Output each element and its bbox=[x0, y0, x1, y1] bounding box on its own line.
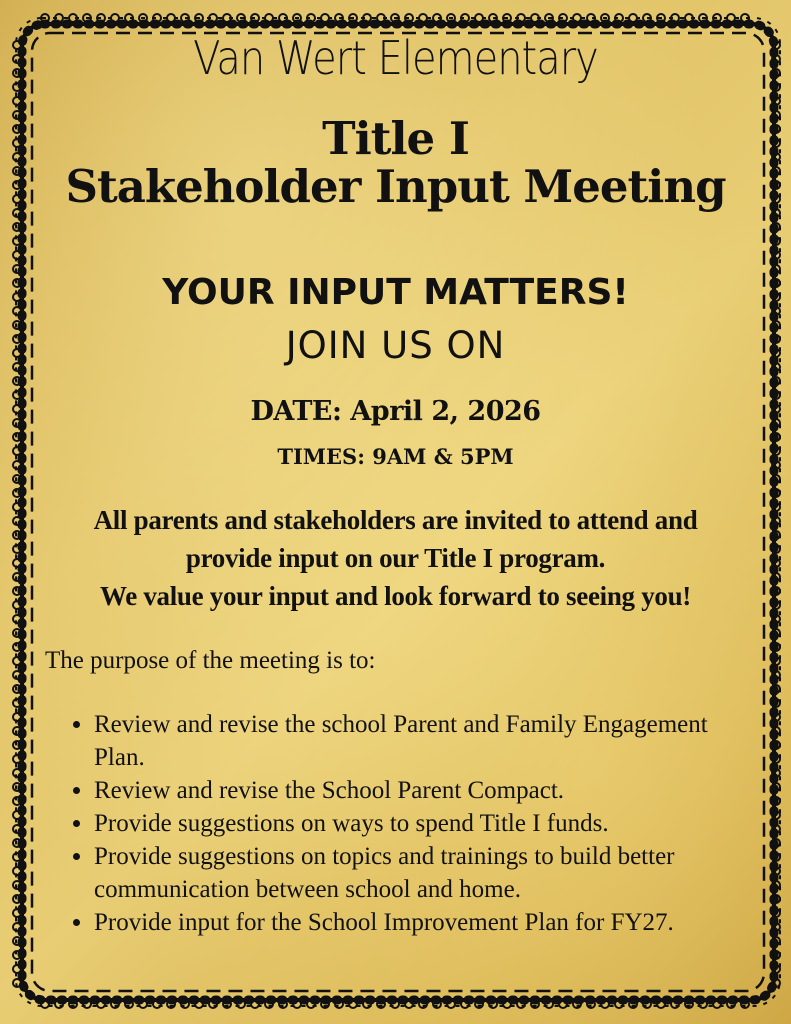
border-loop bbox=[13, 839, 21, 847]
border-loop bbox=[377, 1000, 385, 1008]
border-loop bbox=[489, 14, 497, 22]
border-loop bbox=[41, 1000, 49, 1008]
border-loop bbox=[377, 14, 385, 22]
border-loop bbox=[615, 1000, 623, 1008]
border-loop bbox=[545, 14, 553, 22]
border-loop bbox=[223, 14, 231, 22]
border-loop bbox=[321, 14, 329, 22]
border-loop bbox=[13, 811, 21, 819]
border-loop bbox=[741, 14, 749, 22]
border-loop bbox=[772, 713, 780, 721]
border-loop bbox=[419, 14, 427, 22]
border-loop bbox=[13, 979, 21, 987]
border-loop bbox=[363, 1000, 371, 1008]
border-loop bbox=[772, 979, 780, 987]
border-loop bbox=[573, 1000, 581, 1008]
border-loop bbox=[13, 433, 21, 441]
border-loop bbox=[433, 1000, 441, 1008]
border-loop bbox=[153, 1000, 161, 1008]
border-loop bbox=[125, 1000, 133, 1008]
border-loop bbox=[13, 699, 21, 707]
border-loop bbox=[13, 475, 21, 483]
border-loop bbox=[772, 489, 780, 497]
border-loop bbox=[13, 685, 21, 693]
border-loop bbox=[559, 1000, 567, 1008]
border-loop bbox=[772, 783, 780, 791]
border-loop bbox=[741, 1000, 749, 1008]
border-loop bbox=[475, 14, 483, 22]
border-loop bbox=[587, 14, 595, 22]
border-loop bbox=[153, 14, 161, 22]
border-loop bbox=[772, 377, 780, 385]
title-line-2: Stakeholder Input Meeting bbox=[65, 160, 726, 213]
border-loop bbox=[405, 14, 413, 22]
border-loop bbox=[419, 1000, 427, 1008]
invitation-line: We value your input and look forward to seeing you! bbox=[99, 581, 691, 611]
border-loop bbox=[139, 14, 147, 22]
border-loop bbox=[279, 14, 287, 22]
school-name: Van Wert Elementary bbox=[193, 32, 598, 86]
border-loop bbox=[181, 14, 189, 22]
border-loop bbox=[699, 1000, 707, 1008]
border-loop bbox=[461, 1000, 469, 1008]
border-loop bbox=[55, 14, 63, 22]
border-loop bbox=[489, 1000, 497, 1008]
border-loop bbox=[685, 14, 693, 22]
invitation-line: provide input on our Title I program. bbox=[185, 543, 606, 573]
border-loop bbox=[657, 1000, 665, 1008]
border-loop bbox=[139, 1000, 147, 1008]
border-loop bbox=[13, 741, 21, 749]
border-loop bbox=[13, 853, 21, 861]
border-loop bbox=[772, 769, 780, 777]
border-loop bbox=[601, 1000, 609, 1008]
border-loop bbox=[772, 867, 780, 875]
border-loop bbox=[405, 1000, 413, 1008]
border-loop bbox=[13, 923, 21, 931]
border-loop bbox=[13, 769, 21, 777]
border-loop bbox=[461, 14, 469, 22]
border-loop bbox=[13, 713, 21, 721]
list-item: • Review and revise the School Parent Compact. bbox=[94, 774, 734, 807]
border-loop bbox=[13, 97, 21, 105]
border-loop bbox=[615, 14, 623, 22]
border-loop bbox=[13, 251, 21, 259]
headline: YOUR INPUT MATTERS! bbox=[162, 272, 629, 313]
border-loop bbox=[772, 97, 780, 105]
border-loop bbox=[772, 923, 780, 931]
border-loop bbox=[13, 881, 21, 889]
border-loop bbox=[293, 1000, 301, 1008]
border-loop bbox=[293, 14, 301, 22]
border-loop bbox=[713, 1000, 721, 1008]
border-loop bbox=[772, 755, 780, 763]
list-item: • Review and revise the school Parent and Family Engagement Plan. bbox=[94, 708, 734, 774]
border-loop bbox=[307, 14, 315, 22]
border-loop bbox=[13, 755, 21, 763]
list-item: • Provide suggestions on topics and trainings to build better communication between school and home. bbox=[94, 840, 734, 906]
border-loop bbox=[772, 657, 780, 665]
border-loop bbox=[772, 951, 780, 959]
border-loop bbox=[772, 965, 780, 973]
border-loop bbox=[601, 14, 609, 22]
border-loop bbox=[727, 14, 735, 22]
border-loop bbox=[13, 867, 21, 875]
border-loop bbox=[643, 14, 651, 22]
border-loop bbox=[111, 14, 119, 22]
border-loop bbox=[772, 251, 780, 259]
border-loop bbox=[629, 1000, 637, 1008]
border-loop bbox=[772, 699, 780, 707]
border-loop bbox=[503, 14, 511, 22]
border-loop bbox=[772, 615, 780, 623]
border-loop bbox=[13, 797, 21, 805]
border-loop bbox=[531, 1000, 539, 1008]
border-loop bbox=[772, 475, 780, 483]
purpose-list bbox=[64, 708, 734, 939]
border-loop bbox=[363, 14, 371, 22]
title-line-1: Title I bbox=[322, 112, 469, 165]
border-loop bbox=[447, 14, 455, 22]
border-loop bbox=[772, 825, 780, 833]
border-loop bbox=[97, 1000, 105, 1008]
border-loop bbox=[713, 14, 721, 22]
border-loop bbox=[559, 14, 567, 22]
border-loop bbox=[699, 14, 707, 22]
border-loop bbox=[111, 1000, 119, 1008]
border-loop bbox=[209, 1000, 217, 1008]
border-loop bbox=[772, 727, 780, 735]
border-loop bbox=[195, 14, 203, 22]
border-loop bbox=[772, 643, 780, 651]
border-loop bbox=[772, 909, 780, 917]
border-loop bbox=[279, 1000, 287, 1008]
border-loop bbox=[657, 14, 665, 22]
border-loop bbox=[251, 14, 259, 22]
border-loop bbox=[685, 1000, 693, 1008]
border-loop bbox=[391, 14, 399, 22]
border-loop bbox=[237, 1000, 245, 1008]
border-loop bbox=[13, 951, 21, 959]
border-loop bbox=[237, 14, 245, 22]
border-loop bbox=[587, 1000, 595, 1008]
border-loop bbox=[13, 937, 21, 945]
border-loop bbox=[772, 741, 780, 749]
border-loop bbox=[13, 727, 21, 735]
border-loop bbox=[772, 573, 780, 581]
border-loop bbox=[517, 14, 525, 22]
border-loop bbox=[772, 237, 780, 245]
border-loop bbox=[475, 1000, 483, 1008]
border-loop bbox=[772, 223, 780, 231]
border-loop bbox=[349, 14, 357, 22]
border-loop bbox=[772, 433, 780, 441]
border-loop bbox=[772, 881, 780, 889]
list-item: • Provide suggestions on ways to spend Title I funds. bbox=[94, 807, 734, 840]
border-loop bbox=[83, 1000, 91, 1008]
border-loop bbox=[13, 825, 21, 833]
border-loop bbox=[265, 1000, 273, 1008]
border-loop bbox=[772, 797, 780, 805]
border-loop bbox=[55, 1000, 63, 1008]
border-loop bbox=[69, 14, 77, 22]
border-loop bbox=[772, 811, 780, 819]
border-loop bbox=[772, 671, 780, 679]
border-loop bbox=[772, 685, 780, 693]
border-loop bbox=[335, 14, 343, 22]
border-loop bbox=[13, 489, 21, 497]
border-loop bbox=[335, 1000, 343, 1008]
border-loop bbox=[727, 1000, 735, 1008]
border-loop bbox=[265, 14, 273, 22]
border-loop bbox=[13, 965, 21, 973]
border-loop bbox=[671, 1000, 679, 1008]
border-loop bbox=[433, 14, 441, 22]
border-loop bbox=[13, 657, 21, 665]
border-loop bbox=[195, 1000, 203, 1008]
border-loop bbox=[181, 1000, 189, 1008]
border-loop bbox=[251, 1000, 259, 1008]
border-loop bbox=[13, 573, 21, 581]
border-loop bbox=[531, 14, 539, 22]
border-loop bbox=[772, 629, 780, 637]
border-loop bbox=[772, 839, 780, 847]
border-loop bbox=[671, 14, 679, 22]
border-loop bbox=[13, 377, 21, 385]
border-loop bbox=[97, 14, 105, 22]
border-loop bbox=[772, 895, 780, 903]
border-loop bbox=[321, 1000, 329, 1008]
border-loop bbox=[503, 1000, 511, 1008]
border-loop bbox=[772, 937, 780, 945]
border-loop bbox=[41, 14, 49, 22]
border-loop bbox=[167, 14, 175, 22]
border-loop bbox=[209, 14, 217, 22]
border-loop bbox=[307, 1000, 315, 1008]
border-loop bbox=[13, 615, 21, 623]
border-loop bbox=[13, 237, 21, 245]
border-loop bbox=[13, 783, 21, 791]
border-loop bbox=[167, 1000, 175, 1008]
border-loop bbox=[447, 1000, 455, 1008]
border-loop bbox=[223, 1000, 231, 1008]
meeting-date: DATE: April 2, 2026 bbox=[250, 396, 541, 427]
list-item: • Provide input for the School Improvement Plan for FY27. bbox=[94, 906, 734, 939]
border-loop bbox=[13, 629, 21, 637]
border-loop bbox=[13, 895, 21, 903]
border-loop bbox=[772, 853, 780, 861]
meeting-times: TIMES: 9AM & 5PM bbox=[277, 444, 514, 469]
border-loop bbox=[125, 14, 133, 22]
border-loop bbox=[13, 223, 21, 231]
border-loop bbox=[629, 14, 637, 22]
border-loop bbox=[573, 14, 581, 22]
border-loop bbox=[517, 1000, 525, 1008]
border-loop bbox=[391, 1000, 399, 1008]
border-loop bbox=[13, 909, 21, 917]
border-loop bbox=[13, 671, 21, 679]
invitation-line: All parents and stakeholders are invited to attend and bbox=[93, 505, 698, 535]
border-loop bbox=[349, 1000, 357, 1008]
border-loop bbox=[13, 643, 21, 651]
border-loop bbox=[545, 1000, 553, 1008]
border-loop bbox=[643, 1000, 651, 1008]
purpose-intro: The purpose of the meeting is to: bbox=[45, 647, 376, 674]
border-loop bbox=[83, 14, 91, 22]
border-loop bbox=[69, 1000, 77, 1008]
subheadline: JOIN US ON bbox=[285, 324, 506, 367]
